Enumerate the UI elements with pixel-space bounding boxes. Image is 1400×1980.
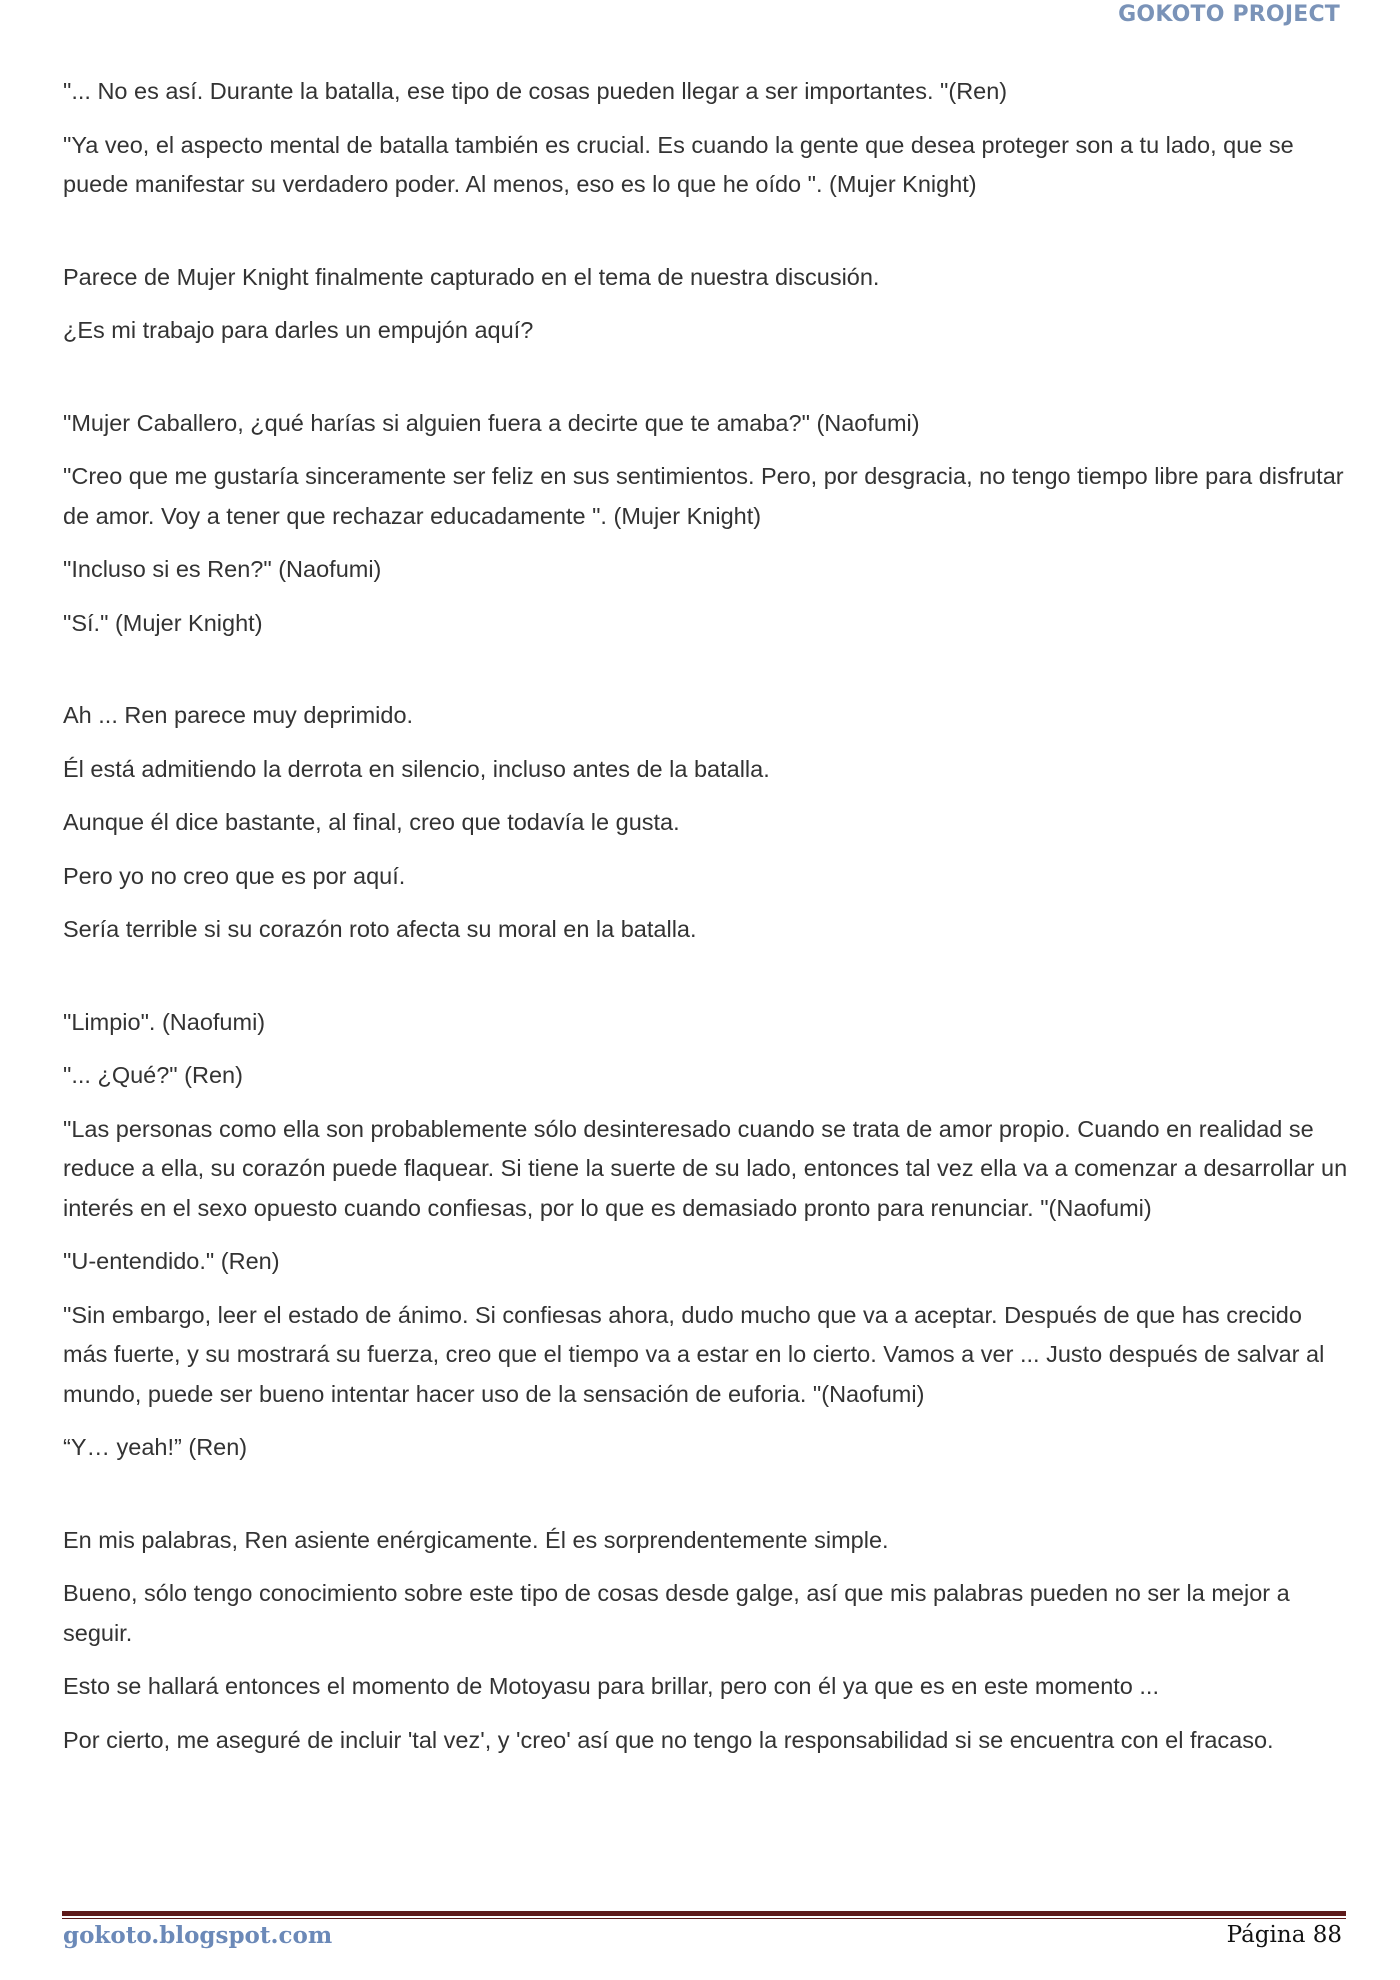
paragraph: Sería terrible si su corazón roto afecta su moral en la batalla. [63, 916, 697, 942]
paragraph-gap [63, 219, 1348, 258]
paragraph: "... No es así. Durante la batalla, ese tipo de cosas pueden llegar a ser importantes. "(Ren) [63, 78, 1008, 104]
paragraph: "Mujer Caballero, ¿qué harías si alguien fuera a decirte que te amaba?" (Naofumi) [63, 409, 920, 436]
paragraph: Por cierto, me aseguré de incluir 'tal vez', y 'creo' así que no tengo la responsabilidad si se encuentra con el fracaso. [63, 1726, 1274, 1753]
paragraph: “Y… yeah!” (Ren) [63, 1434, 248, 1460]
paragraph: En mis palabras, Ren asiente enérgicamente. Él es sorprendentemente simple. [63, 1526, 889, 1553]
paragraph: Bueno, sólo tengo conocimiento sobre este tipo de cosas desde galge, así que mis palabras pueden no ser la mejor a seguir. [63, 1580, 1290, 1646]
paragraph: "... ¿Qué?" (Ren) [63, 1062, 243, 1088]
paragraph: Ah ... Ren parece muy deprimido. [63, 702, 414, 728]
paragraph: "Incluso si es Ren?" (Naofumi) [63, 556, 382, 582]
paragraph: Él está admitiendo la derrota en silencio, incluso antes de la batalla. [63, 755, 770, 782]
paragraph: Esto se hallará entonces el momento de Motoyasu para brillar, pero con él ya que es en este momento ... [63, 1673, 1159, 1699]
footer-divider [62, 1911, 1346, 1916]
paragraph: "Sí." (Mujer Knight) [63, 609, 263, 636]
paragraph-gap [63, 964, 1348, 1003]
paragraph: "Creo que me gustaría sinceramente ser feliz en sus sentimientos. Pero, por desgracia, no tengo tiempo libre para disfrutar de amor. Voy a tener que rechazar educadamente ". (Mujer Knight) [63, 463, 1344, 529]
document-body [63, 72, 1348, 1774]
paragraph: "Sin embargo, leer el estado de ánimo. Si confiesas ahora, dudo mucho que va a aceptar. Después de que has crecido más fuerte, y su mostrará su fuerza, creo que el tiempo va a estar en lo cierto. Vamos a ver ... Justo después de salvar al mundo, puede ser bueno intentar hacer uso de la sensación de euforia. "(Naofumi) [63, 1301, 1325, 1407]
paragraph: "Las personas como ella son probablemente sólo desinteresado cuando se trata de amor propio. Cuando en realidad se reduce a ella, su corazón puede flaquear. Si tiene la suerte de su lado, entonces tal vez ella va a comenzar a desarrollar un interés en el sexo opuesto cuando confiesas, por lo que es demasiado pronto para renunciar. "(Naofumi) [63, 1115, 1348, 1221]
paragraph: "Ya veo, el aspecto mental de batalla también es crucial. Es cuando la gente que desea proteger son a tu lado, que se puede manifestar su verdadero poder. Al menos, eso es lo que he oído ". (Mujer Knight) [63, 131, 1294, 197]
footer-divider-thin [62, 1918, 1346, 1919]
paragraph: "U-entendido." (Ren) [63, 1248, 280, 1274]
footer-url: gokoto.blogspot.com [63, 1922, 333, 1949]
paragraph-gap [63, 365, 1348, 404]
paragraph: Aunque él dice bastante, al final, creo que todavía le gusta. [63, 809, 680, 835]
paragraph: Pero yo no creo que es por aquí. [63, 862, 406, 889]
header-title: GOKOTO PROJECT [1118, 2, 1340, 27]
paragraph: "Limpio". (Naofumi) [63, 1008, 266, 1035]
page-number: Página 88 [1226, 1922, 1342, 1948]
paragraph-gap [63, 1482, 1348, 1521]
paragraph: ¿Es mi trabajo para darles un empujón aquí? [63, 317, 534, 343]
paragraph-gap [63, 657, 1348, 696]
paragraph: Parece de Mujer Knight finalmente capturado en el tema de nuestra discusión. [63, 263, 880, 290]
